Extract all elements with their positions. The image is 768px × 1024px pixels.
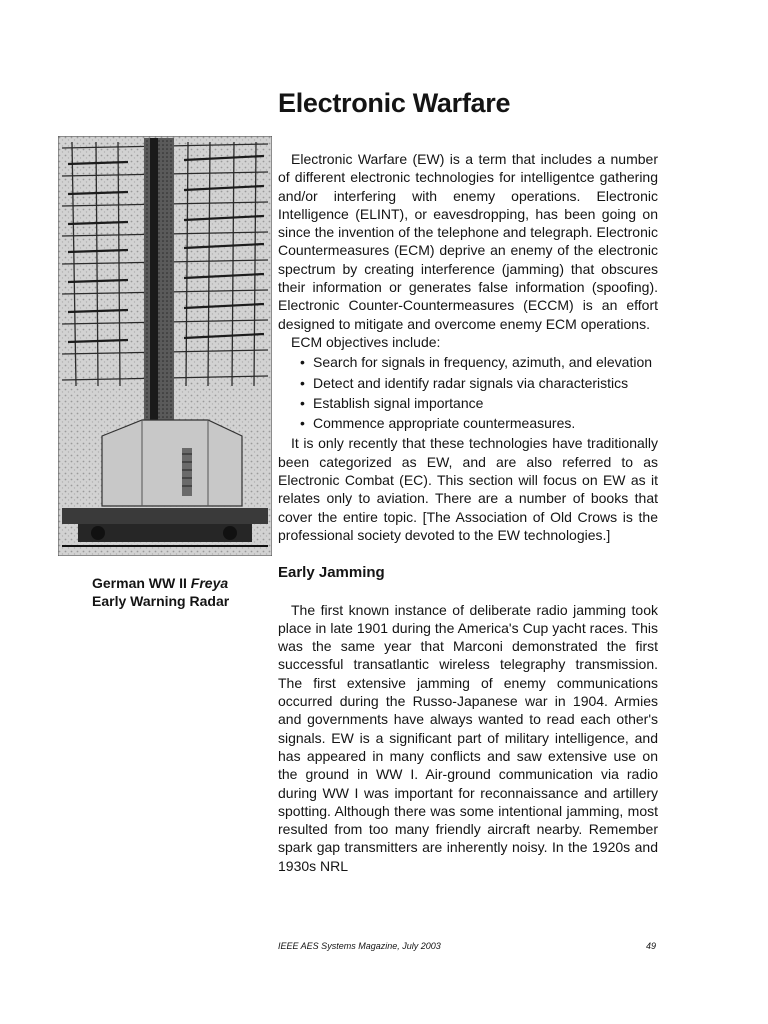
- photo-caption: [92, 574, 229, 610]
- early-jamming-paragraph: The first known instance of deliberate radio jamming took place in late 1901 during the America's Cup yacht races. This was the same year that Marconi demonstrated the first successful transatlantic wireless telegraphy transmission. The first extensive jamming of enemy communications occurred during the Russo-Japanese war in 1904. Armies and governments have always wanted to read each other's signals. EW is a significant part of military intelligence, and has appeared in many conflicts and saw extensive use on the ground in WW I. Air-ground communication via radio during WW I was important for reconnaissance and artillery spotting. Although there was some intentional jamming, most resulted from too many friendly aircraft nearby. Remember spark gap transmitters are inherently noisy. In the 1920s and 1930s NRL: [278, 601, 658, 874]
- list-item: • Establish signal importance: [300, 394, 658, 412]
- ew-paragraph: It is only recently that these technologies have traditionally been categorized as EW, and are also referred to as Electronic Combat (EC). This section will focus on EW as it relates only to aviation. There are a number of books that cover the entire topic. [The Association of Old Crows is the professional society devoted to the EW technologies.]: [278, 435, 658, 543]
- freya-radar-photo: [58, 136, 272, 556]
- caption-line-2: Early Warning Radar: [92, 593, 230, 609]
- article-body: [278, 150, 658, 875]
- ecm-objectives-heading: ECM objectives include:: [291, 333, 441, 350]
- page-title: Electronic Warfare: [278, 88, 511, 118]
- list-item: • Detect and identify radar signals via characteristics: [300, 374, 658, 392]
- page-number: 49: [645, 941, 656, 951]
- list-item: • Commence appropriate countermeasures.: [300, 414, 658, 432]
- list-item: • Search for signals in frequency, azimuth, and elevation: [300, 353, 658, 371]
- intro-paragraph: Electronic Warfare (EW) is a term that includes a number of different electronic technologies for intelligentce gathering and/or interfering with enemy operations. Electronic Intelligence (ELINT), or eavesdropping, has been going on since the invention of the telephone and telegraph. Electronic Countermeasures (ECM) deprive an enemy of the electronic spectrum by creating interference (jamming) that obscures their information or generates false information (spoofing). Electronic Counter-Countermeasures (ECCM) is an effort designed to mitigate and overcome enemy ECM operations.: [278, 151, 658, 332]
- section-heading: Early Jamming: [278, 564, 385, 582]
- caption-line-1: German WW II Freya: [92, 575, 229, 591]
- ecm-objectives-list: [278, 353, 658, 432]
- journal-citation: IEEE AES Systems Magazine, July 2003: [278, 941, 441, 951]
- page-footer: [278, 941, 656, 951]
